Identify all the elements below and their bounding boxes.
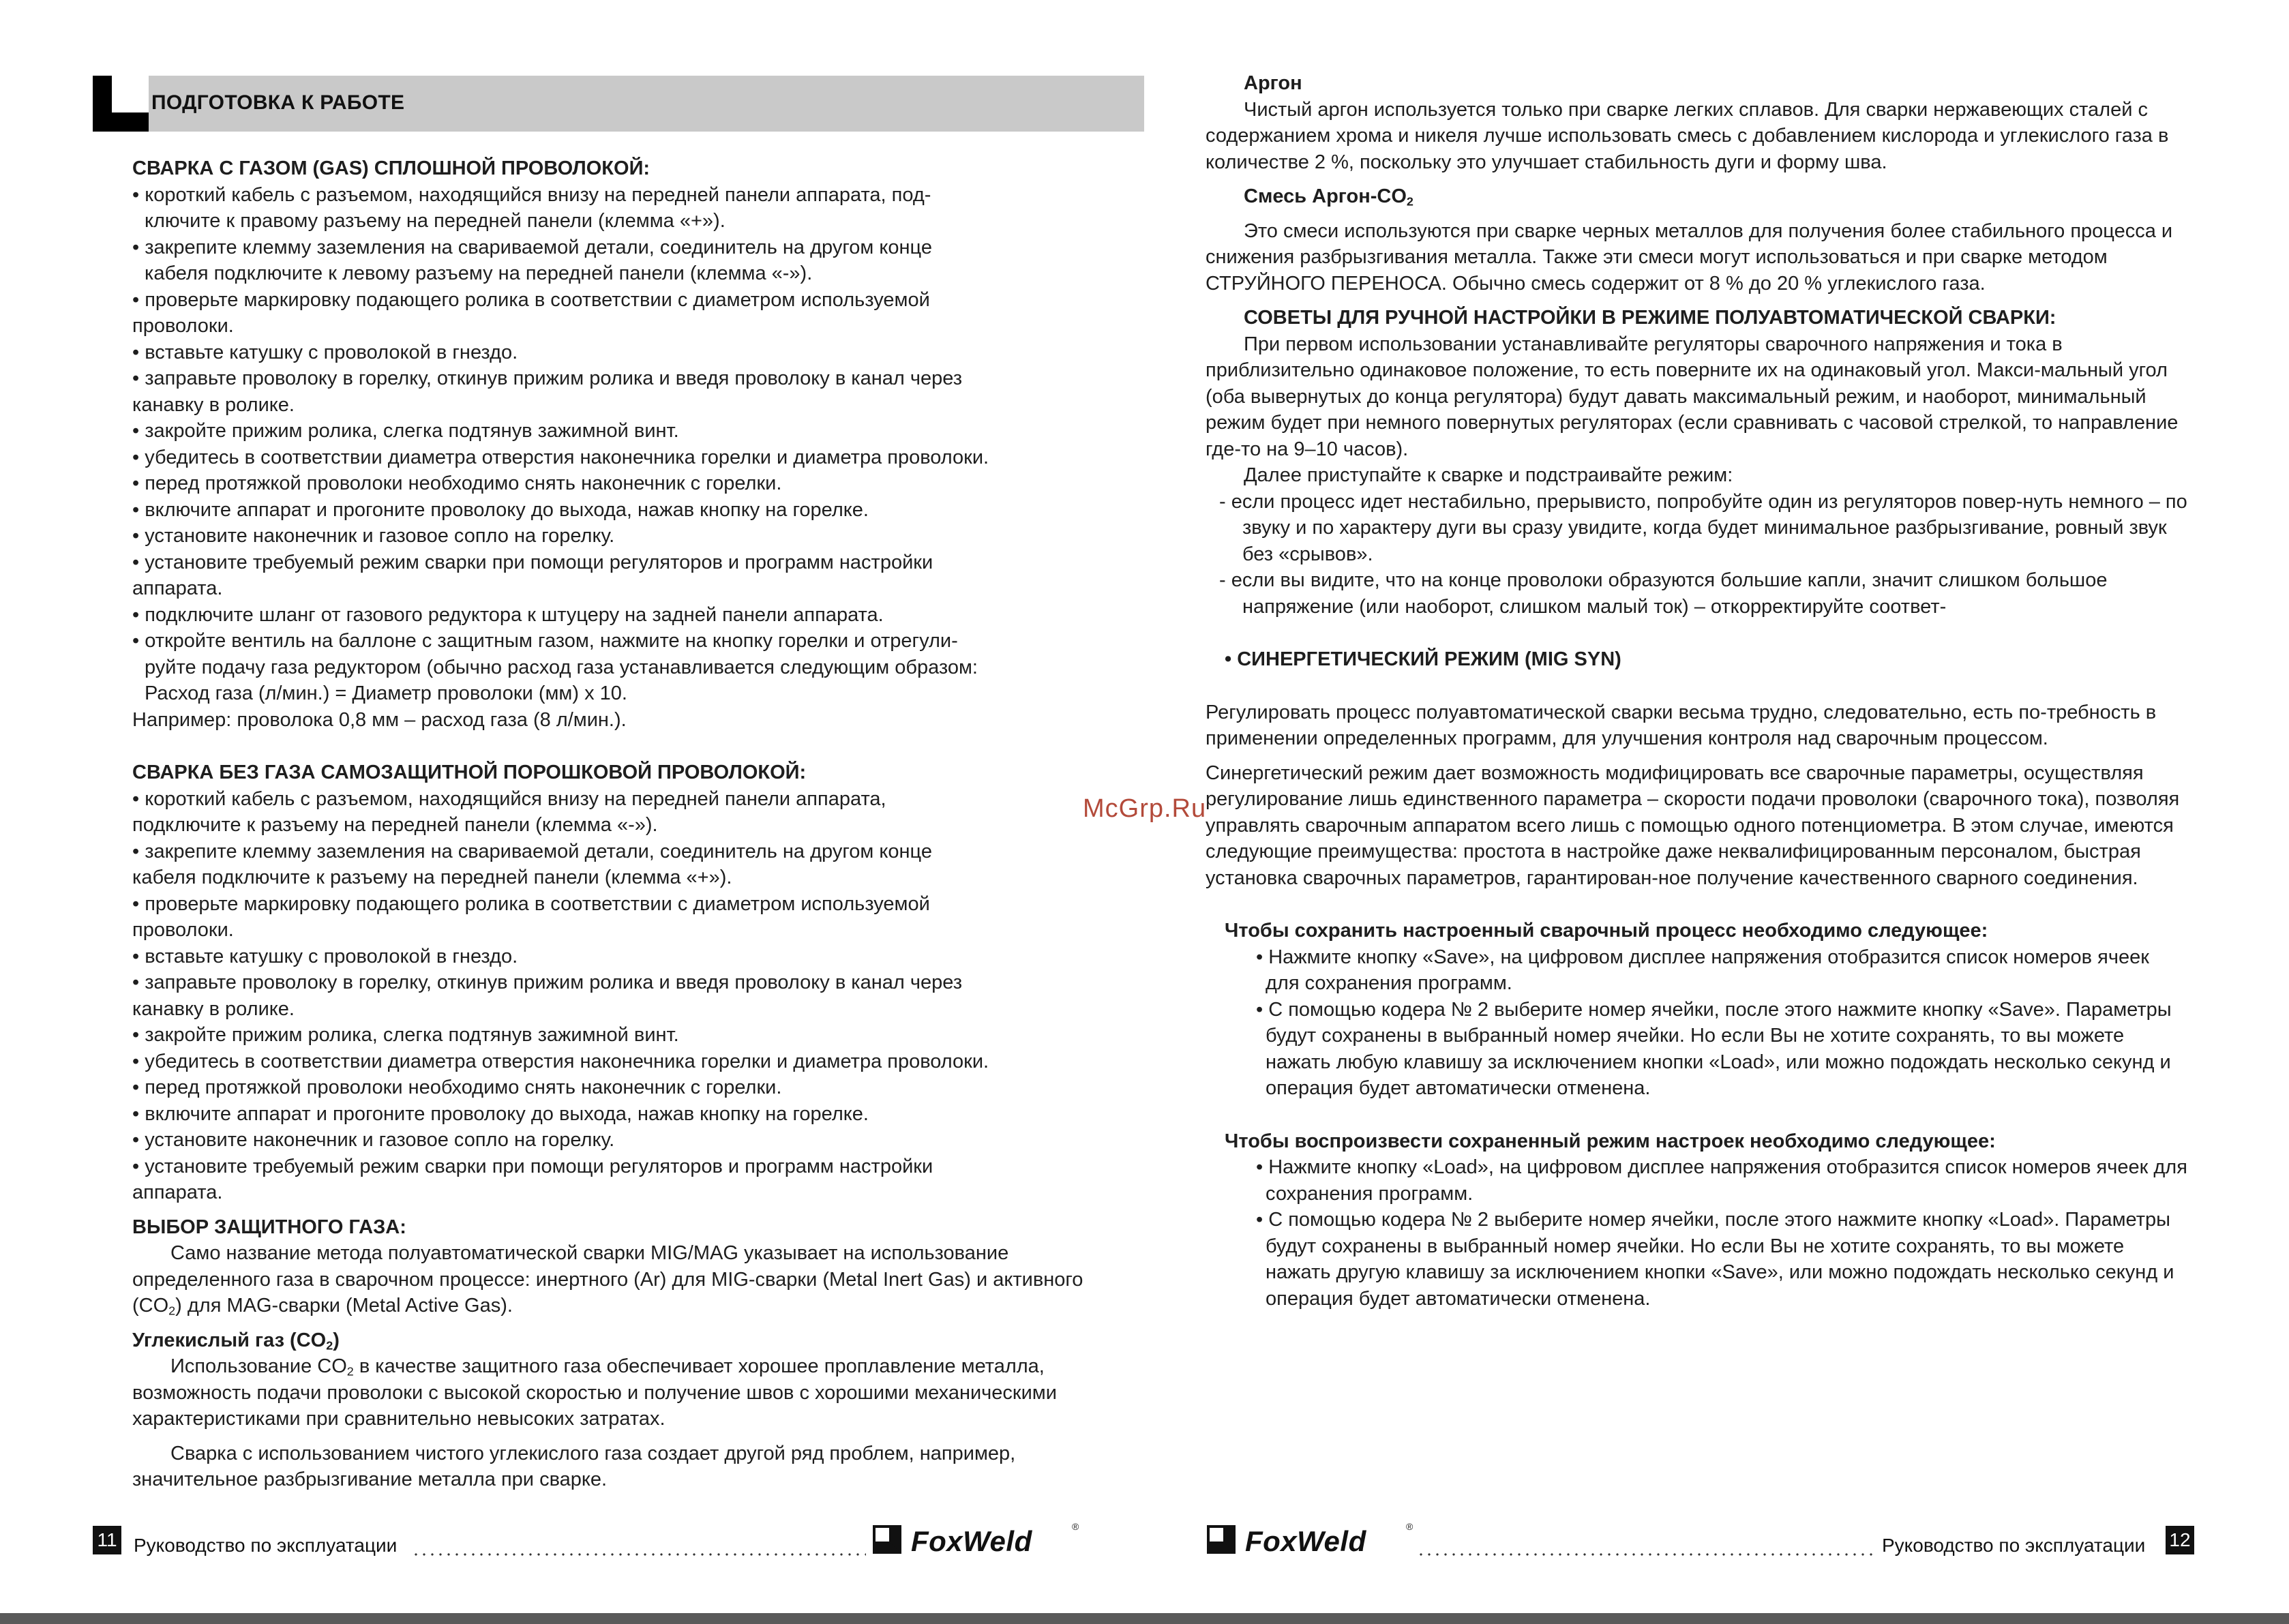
save-procedure-heading: Чтобы сохранить настроенный сварочный процесс необходимо следующее: xyxy=(1225,920,1988,942)
left-column xyxy=(132,155,1101,1493)
no-gas-wire-heading: СВАРКА БЕЗ ГАЗА САМОЗАЩИТНОЙ ПОРОШКОВОЙ ПРОВОЛОКОЙ: xyxy=(132,762,807,783)
subscript: 2 xyxy=(168,1304,176,1318)
list-item: проволоки. xyxy=(132,919,234,941)
list-item: подключите к разъему на передней панели (клемма «-»). xyxy=(132,814,658,836)
list-item: • заправьте проволоку в горелку, откинув прижим ролика и введя проволоку в канал через xyxy=(132,972,963,993)
subscript: 2 xyxy=(1406,194,1413,209)
argon-heading: Аргон xyxy=(1244,72,1302,94)
foxweld-logo xyxy=(871,1521,1084,1557)
footer-dot-leader xyxy=(412,1553,866,1556)
load-procedure-heading: Чтобы воспроизвести сохраненный режим настроек необходимо следующее: xyxy=(1225,1130,1996,1152)
subscript: 2 xyxy=(326,1338,333,1352)
logo-registered-mark: ® xyxy=(1072,1521,1079,1532)
list-item: проволоки. xyxy=(132,315,234,337)
no-gas-wire-list xyxy=(132,786,1101,1206)
load-item: • Нажмите кнопку «Load», на цифровом дисплее напряжения отобразится список номеров ячеек для сохранения программ. xyxy=(1256,1156,2187,1205)
list-item: • закрепите клемму заземления на свариваемой детали, соединитель на другом конце xyxy=(132,840,932,862)
manual-tips-paragraph: При первом использовании устанавливайте регуляторы сварочного напряжения и тока в приблизительно одинаковое положение, то есть поверните их на одинаковый угол. Макси-мальный угол (оба вывернутых до конца регулятора) будут давать максимальный режим, и наоборот, минимальный режим будет при немного повернутых регуляторах (если сравнивать с часовой стрелкой, то направление где-то на 9–10 часов). xyxy=(1206,333,2179,460)
co2-paragraph-2: Сварка с использованием чистого углекислого газа создает другой ряд проблем, например, значительное разбрызгивание металла при сварке. xyxy=(132,1442,1016,1490)
list-item: • установите наконечник и газовое сопло на горелку. xyxy=(132,525,615,547)
load-item: • С помощью кодера № 2 выберите номер ячейки, после этого нажмите кнопку «Load». Параметры будут сохранены в выбранный номер ячейки. Но если Вы не хотите сохранять, то вы можете нажать другую клавишу за исключением кнопки «Save», или можно подождать несколько секунд и операция будет автоматически отменена. xyxy=(1256,1209,2174,1310)
list-item: кабеля подключите к левому разъему на передней панели (клемма «-»). xyxy=(145,262,813,284)
list-item: Например: проволока 0,8 мм – расход газа (8 л/мин.). xyxy=(132,708,627,731)
manual-tips-then: Далее приступайте к сварке и подстраивайте режим: xyxy=(1244,464,1733,486)
list-item: • закрепите клемму заземления на свариваемой детали, соединитель на другом конце xyxy=(132,236,932,258)
list-item: • откройте вентиль на баллоне с защитным газом, нажмите на кнопку горелки и отрегули- xyxy=(132,630,958,652)
list-item: • включите аппарат и прогоните проволоку до выхода, нажав кнопку на горелке. xyxy=(132,498,869,521)
footer-manual-label-right: Руководство по эксплуатации xyxy=(1882,1535,2146,1556)
section-title: ПОДГОТОВКА К РАБОТЕ xyxy=(151,91,405,114)
manual-tips-dash-item: - если процесс идет нестабильно, прерывисто, попробуйте один из регуляторов повер-нуть немного – по звуку и по характеру дуги вы сразу увидите, когда будет минимальное разбрызгивание, ровный звук без «срывов». xyxy=(1219,490,2187,565)
list-item: канавку в ролике. xyxy=(132,997,295,1020)
list-item: • перед протяжкой проволоки необходимо снять наконечник с горелки. xyxy=(132,472,782,494)
co2-paragraph xyxy=(132,1353,1101,1432)
page-number-left: 11 xyxy=(93,1526,121,1554)
list-item: • проверьте маркировку подающего ролика в соответствии с диаметром используемой xyxy=(132,892,930,915)
list-item: • закройте прижим ролика, слегка подтянув зажимной винт. xyxy=(132,420,679,442)
text-run: Использование CO xyxy=(170,1355,347,1377)
list-item: аппарата. xyxy=(132,1182,223,1203)
text-run: в качестве защитного газа обеспечивает хорошее проплавление металла, возможность подачи проволоки с высокой скоростью и получение швов с хорошими механическими характеристиками при сравнительно невысоких затратах. xyxy=(132,1355,1057,1430)
logo-wordmark: FoxWeld xyxy=(1245,1525,1366,1557)
argon-co2-mix-heading xyxy=(1244,183,2187,210)
watermark-text: McGrp.Ru xyxy=(1083,794,1207,823)
header-corner-notch xyxy=(112,76,149,112)
gas-choice-heading: ВЫБОР ЗАЩИТНОГО ГАЗА: xyxy=(132,1216,406,1238)
list-item: • короткий кабель с разъемом, находящийся внизу на передней панели аппарата, под- xyxy=(132,183,931,206)
manual-tips-heading: СОВЕТЫ ДЛЯ РУЧНОЙ НАСТРОЙКИ В РЕЖИМЕ ПОЛУАВТОМАТИЧЕСКОЙ СВАРКИ: xyxy=(1244,307,2056,329)
gas-wire-list xyxy=(132,182,1101,734)
bottom-edge-bar xyxy=(0,1613,2289,1624)
list-item: • вставьте катушку с проволокой в гнездо. xyxy=(132,341,518,363)
list-item: • установите требуемый режим сварки при помощи регуляторов и программ настройки xyxy=(132,551,933,573)
text-run: Углекислый газ (CO xyxy=(132,1329,327,1351)
text-run: ) для MAG-сварки (Metal Active Gas). xyxy=(175,1295,513,1317)
foxweld-logo xyxy=(1206,1521,1418,1557)
list-item: • заправьте проволоку в горелку, откинув прижим ролика и введя проволоку в канал через xyxy=(132,367,963,389)
logo-wordmark: FoxWeld xyxy=(911,1525,1032,1557)
list-item: • короткий кабель с разъемом, находящийся внизу на передней панели аппарата, xyxy=(132,787,886,810)
text-run: ) xyxy=(333,1329,340,1351)
text-run: Смесь Аргон-CO xyxy=(1244,185,1407,207)
list-item: руйте подачу газа редуктором (обычно расход газа устанавливается следующим образом: xyxy=(145,656,978,678)
list-item: • установите требуемый режим сварки при помощи регуляторов и программ настройки xyxy=(132,1155,933,1177)
logo-registered-mark: ® xyxy=(1406,1521,1413,1532)
gas-choice-paragraph xyxy=(132,1240,1101,1319)
save-item: • Нажмите кнопку «Save», на цифровом дисплее напряжения отобразится список номеров ячеек для сохранения программ. xyxy=(1256,946,2149,994)
synergic-paragraph-2: Синергетический режим дает возможность модифицировать все сварочные параметры, осуществляя регулирование лишь единственного параметра – скорости подачи проволоки (сварочного тока), позволяя управлять сварочным аппаратом всего лишь с помощью одного потенциометра. В этом случае, имеются следующие преимущества: простота в настройке даже неквалифицированным персоналом, быстрая установка сварочных параметров, гарантирован-ное получение качественного сварного соединения. xyxy=(1206,762,2180,889)
co2-heading xyxy=(132,1327,1101,1354)
argon-co2-mix-paragraph: Это смеси используются при сварке черных металлов для получения более стабильного процесса и снижения разбрызгивания металла. Также эти смеси могут использоваться и при сварке методом СТРУЙНОГО ПЕРЕНОСА. Обычно смесь содержит от 8 % до 20 % углекислого газа. xyxy=(1206,220,2173,295)
list-item: • убедитесь в соответствии диаметра отверстия наконечника горелки и диаметра проволоки. xyxy=(132,446,989,468)
foxweld-logo-icon xyxy=(1206,1524,1237,1555)
footer-manual-label-left: Руководство по эксплуатации xyxy=(134,1535,398,1556)
page-number-right: 12 xyxy=(2166,1526,2194,1554)
list-item: • убедитесь в соответствии диаметра отверстия наконечника горелки и диаметра проволоки. xyxy=(132,1050,989,1072)
list-item: кабеля подключите к разъему на передней панели (клемма «+»). xyxy=(132,867,732,888)
list-item: Расход газа (л/мин.) = Диаметр проволоки (мм) x 10. xyxy=(145,682,627,704)
gas-wire-heading: СВАРКА С ГАЗОМ (GAS) СПЛОШНОЙ ПРОВОЛОКОЙ: xyxy=(132,157,650,179)
list-item: • включите аппарат и прогоните проволоку до выхода, нажав кнопку на горелке. xyxy=(132,1102,869,1125)
list-item: канавку в ролике. xyxy=(132,393,295,416)
list-item: аппарата. xyxy=(132,577,223,599)
save-item: • С помощью кодера № 2 выберите номер ячейки, после этого нажмите кнопку «Save». Параметры будут сохранены в выбранный номер ячейки. Но если Вы не хотите сохранять, то вы можете нажать любую клавишу за исключением кнопки «Load», или можно подождать несколько секунд и операция будет автоматически отменена. xyxy=(1256,998,2172,1099)
subscript: 2 xyxy=(346,1364,354,1379)
text-run: Само название метода полуавтоматической сварки MIG/MAG указывает на использование определенного газа в сварочном процессе: инертного (Ar) для MIG-сварки (Metal Inert Gas) и активного (CO xyxy=(132,1242,1083,1317)
list-item: • вставьте катушку с проволокой в гнездо. xyxy=(132,945,518,967)
argon-paragraph: Чистый аргон используется только при сварке легких сплавов. Для сварки нержавеющих сталей с содержанием хрома и никеля лучше использовать смесь с добавлением кислорода и углекислого газа в количестве 2 %, поскольку это улучшает стабильность дуги и форму шва. xyxy=(1206,98,2169,173)
foxweld-logo-icon xyxy=(871,1524,903,1555)
synergic-mode-heading: • СИНЕРГЕТИЧЕСКИЙ РЕЖИМ (MIG SYN) xyxy=(1225,648,1621,670)
right-column xyxy=(1206,70,2187,1312)
list-item: • подключите шланг от газового редуктора к штуцеру на задней панели аппарата. xyxy=(132,603,884,626)
list-item: • перед протяжкой проволоки необходимо снять наконечник с горелки. xyxy=(132,1077,782,1098)
footer-dot-leader xyxy=(1417,1553,1878,1556)
list-item: • установите наконечник и газовое сопло на горелку. xyxy=(132,1129,615,1151)
list-item: • проверьте маркировку подающего ролика в соответствии с диаметром используемой xyxy=(132,288,930,311)
manual-tips-dash-item: - если вы видите, что на конце проволоки образуются большие капли, значит слишком большое напряжение (или наоборот, слишком малый ток) – откорректируйте соответ- xyxy=(1219,569,2108,618)
list-item: • закройте прижим ролика, слегка подтянув зажимной винт. xyxy=(132,1024,679,1046)
synergic-paragraph-1: Регулировать процесс полуавтоматической сварки весьма трудно, следовательно, есть по-требность в применении определенных программ, для улучшения контроля над сварочным процессом. xyxy=(1206,701,2157,749)
list-item: ключите к правому разъему на передней панели (клемма «+»). xyxy=(145,210,725,232)
